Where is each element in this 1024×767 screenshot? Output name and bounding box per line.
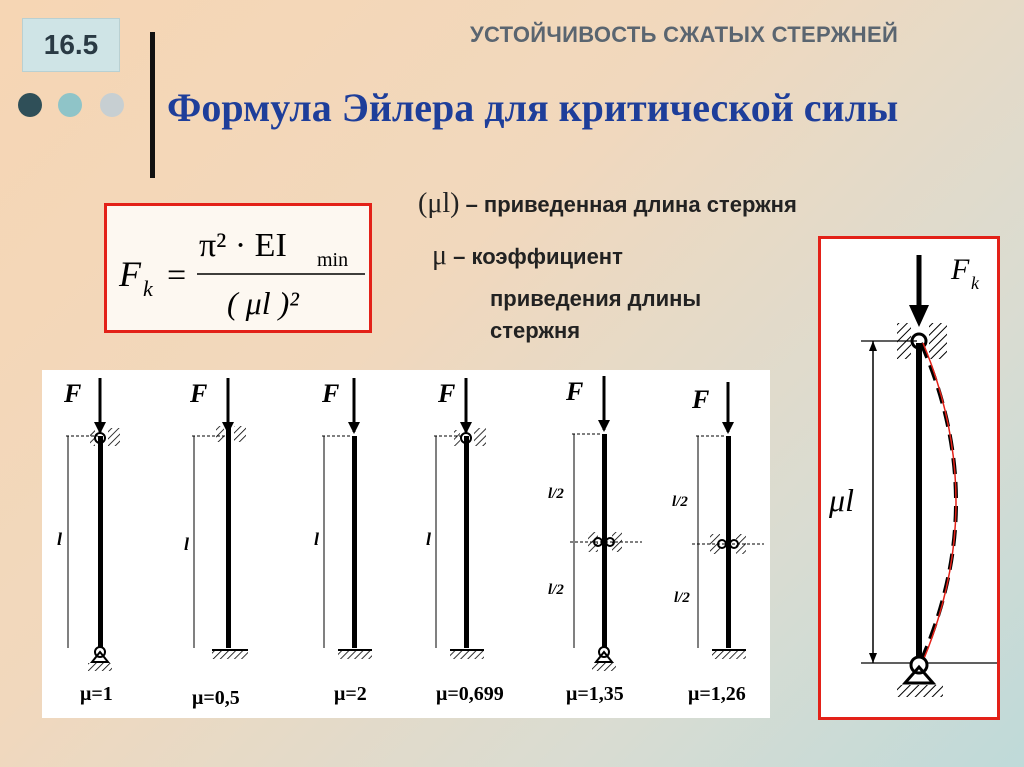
case5-half-label-bottom: l/2: [548, 582, 564, 598]
formula-denominator: ( μl )²: [227, 285, 299, 321]
formula-numerator-sub: min: [317, 249, 349, 271]
case-pinned-pinned: [57, 378, 120, 705]
buckled-shape-curve: [921, 343, 956, 661]
buckled-shape-red-curve: [923, 343, 956, 661]
case1-mu-label: μ=1: [80, 683, 113, 705]
case3-force-label: F: [322, 379, 340, 408]
case4-force-label: F: [438, 379, 456, 408]
case5-mu-label: μ=1,35: [566, 683, 624, 705]
decor-dot-teal: [58, 93, 82, 117]
case4-mu-label: μ=0,699: [436, 683, 504, 705]
def-coef-line2: приведения длины: [490, 286, 702, 311]
case-mid-support-b: [672, 382, 764, 705]
coef-text-line1: – коэффициент: [447, 244, 623, 269]
case3-length-label: l: [314, 529, 320, 549]
case-fixed-fixed: [184, 378, 248, 709]
slide-number: 16.5: [22, 18, 120, 72]
buckling-shape-diagram: [821, 239, 997, 717]
formula-lhs: F: [119, 254, 141, 294]
right-force-label: F: [951, 253, 970, 286]
decor-dot-grey: [100, 93, 124, 117]
case-cantilever: [314, 378, 372, 705]
case2-length-label: l: [184, 534, 190, 554]
case-pinned-fixed: [426, 378, 504, 705]
coef-symbol: μ: [432, 240, 448, 271]
right-force-sub: k: [971, 273, 979, 293]
case6-force-label: F: [692, 385, 710, 414]
divider-bar: [150, 32, 155, 178]
case5-half-label-top: l/2: [548, 486, 564, 502]
formula-equals: =: [167, 257, 187, 294]
def-reduced-length: [418, 188, 797, 220]
reduced-length-text: – приведенная длина стержня: [459, 192, 797, 217]
formula-numerator: π² · EI: [199, 227, 287, 264]
buckling-shape-panel: [818, 236, 1000, 720]
boundary-cases-diagram: [42, 370, 770, 718]
euler-formula: [107, 206, 369, 330]
case6-half-label-bottom: l/2: [674, 590, 690, 606]
case3-mu-label: μ=2: [334, 683, 367, 705]
case-mid-support-a: [548, 376, 642, 705]
case1-force-label: F: [64, 379, 82, 408]
def-coef-line1: [432, 240, 623, 272]
case6-mu-label: μ=1,26: [688, 683, 746, 705]
case2-mu-label: μ=0,5: [192, 687, 240, 709]
formula-lhs-sub: k: [143, 276, 153, 301]
case2-force-label: F: [190, 379, 208, 408]
case1-length-label: l: [57, 529, 63, 549]
reduced-length-symbol: (μl): [418, 188, 460, 219]
page-title: Формула Эйлера для критической силы: [167, 85, 899, 130]
case6-half-label-top: l/2: [672, 494, 688, 510]
right-length-label: μl: [829, 482, 854, 518]
boundary-cases-panel: [42, 370, 770, 718]
euler-formula-box: [104, 203, 372, 333]
def-coef-line3: стержня: [490, 318, 581, 343]
case4-length-label: l: [426, 529, 432, 549]
case5-force-label: F: [566, 377, 584, 406]
topic-heading: УСТОЙЧИВОСТЬ СЖАТЫХ СТЕРЖНЕЙ: [470, 22, 899, 47]
decor-dot-dark: [18, 93, 42, 117]
